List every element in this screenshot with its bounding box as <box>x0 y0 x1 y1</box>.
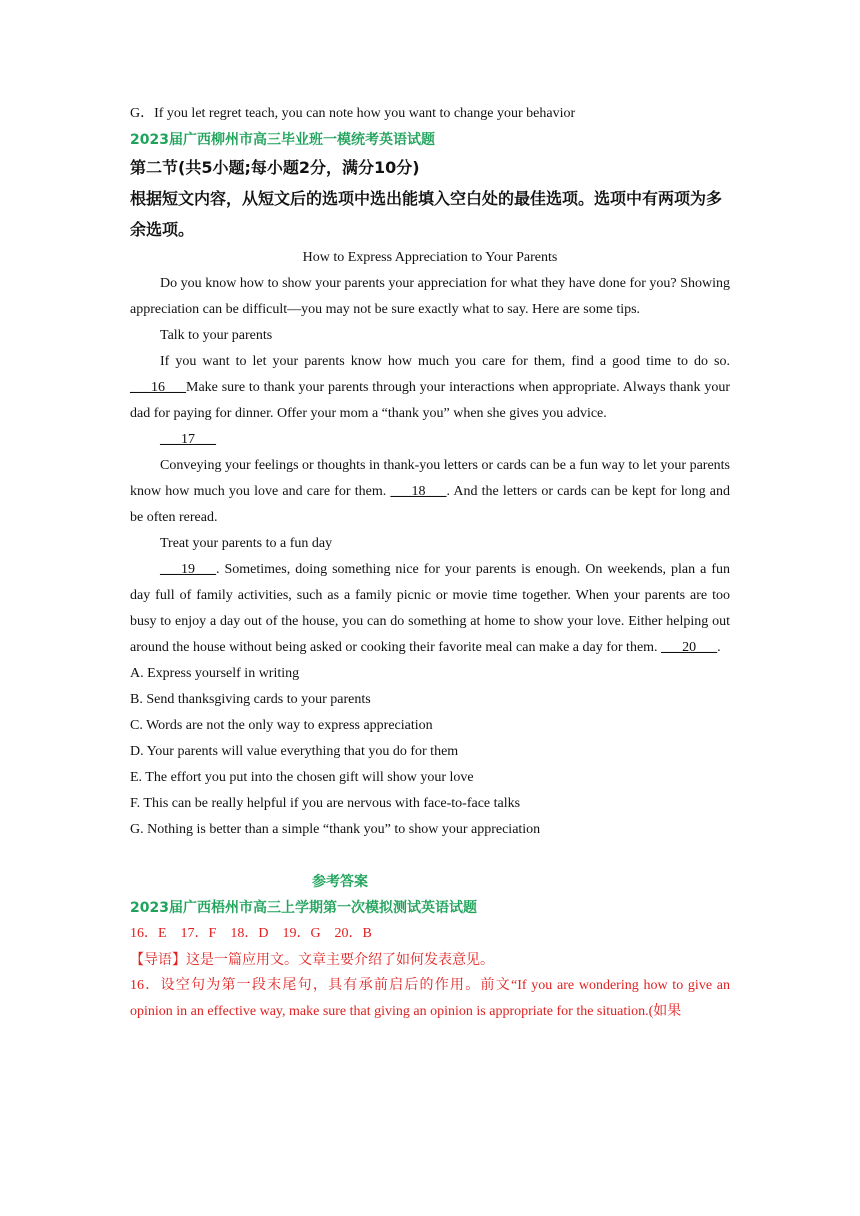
option-a: A. Express yourself in writing <box>130 666 300 681</box>
paragraph-2-text-a: If you want to let your parents know how much you care for them, find a good time to do so. <box>160 354 730 369</box>
passage-paragraph-2 <box>130 349 730 427</box>
paragraph-4-text-b: . <box>717 640 721 655</box>
option-g: G. Nothing is better than a simple “thank you” to show your appreciation <box>130 822 541 837</box>
passage-title: How to Express Appreciation to Your Parents <box>302 250 558 265</box>
answers-source: 2023届广西梧州市高三上学期第一次模拟测试英语试题 <box>130 900 477 916</box>
blank-17: ___17___ <box>160 432 216 447</box>
answer-key: 16．E 17．F 18．D 19．G 20．B <box>130 926 372 941</box>
option-b: B. Send thanksgiving cards to your parents <box>130 692 371 707</box>
passage-paragraph-4 <box>130 557 730 661</box>
passage-paragraph-1: Do you know how to show your parents your appreciation for what they have done for you? Showing appreciation can be difficult—you may not be sure exactly what to say. Here are some tips. <box>130 276 730 317</box>
answers-heading: 参考答案 <box>312 874 368 890</box>
part-heading: 第二节(共5小题;每小题2分，满分10分) <box>130 158 420 177</box>
exam-source-title: 2023届广西柳州市高三毕业班一模统考英语试题 <box>130 132 435 148</box>
paragraph-3-text-a: Conveying your feelings or thoughts in thank-you letters or cards can be a fun way to let your parents know how much you love and care for them. <box>130 458 730 499</box>
answer-guide: 【导语】这是一篇应用文。文章主要介绍了如何发表意见。 <box>130 952 494 968</box>
blank-17-line <box>130 427 730 453</box>
answer-explanation-16: 16．设空句为第一段末尾句，具有承前启后的作用。前文“If you are wondering how to give an opinion in an effective way, make sure that giving an opinion is appropriate for the situation.(如果 <box>130 978 730 1019</box>
passage-subheading-2: Treat your parents to a fun day <box>160 536 333 551</box>
option-d: D. Your parents will value everything that you do for them <box>130 744 459 759</box>
spacer <box>130 843 730 869</box>
blank-20: ___20___ <box>661 640 718 655</box>
option-f: F. This can be really helpful if you are nervous with face-to-face talks <box>130 796 521 811</box>
blank-19: ___19___ <box>160 562 216 577</box>
document-page <box>130 101 730 1025</box>
passage-paragraph-3 <box>130 453 730 531</box>
option-e: E. The effort you put into the chosen gift will show your love <box>130 770 474 785</box>
instruction: 根据短文内容，从短文后的选项中选出能填入空白处的最佳选项。选项中有两项为多余选项。 <box>130 189 723 239</box>
paragraph-4-text-a: . Sometimes, doing something nice for your parents is enough. On weekends, plan a fun day full of family activities, such as a family picnic or movie time together. When your parents are too busy to enjoy a day out of the house, you can do something at home to show your love. Either helping out around the house without being asked or cooking their favorite meal can make a day for them. <box>130 562 730 655</box>
paragraph-3-text-b: . And the letters or cards can be kept for long and be often reread. <box>130 484 730 525</box>
paragraph-2-text-b: Make sure to thank your parents through your interactions when appropriate. Always thank your dad for paying for dinner. Offer your mom a “thank you” when she gives you advice. <box>130 380 730 421</box>
previous-option-g: G．If you let regret teach, you can note how you want to change your behavior <box>130 106 576 121</box>
blank-16: ___16___ <box>130 380 186 395</box>
passage-subheading-1: Talk to your parents <box>160 328 273 343</box>
blank-18: ___18___ <box>390 484 447 499</box>
option-c: C. Words are not the only way to express appreciation <box>130 718 433 733</box>
